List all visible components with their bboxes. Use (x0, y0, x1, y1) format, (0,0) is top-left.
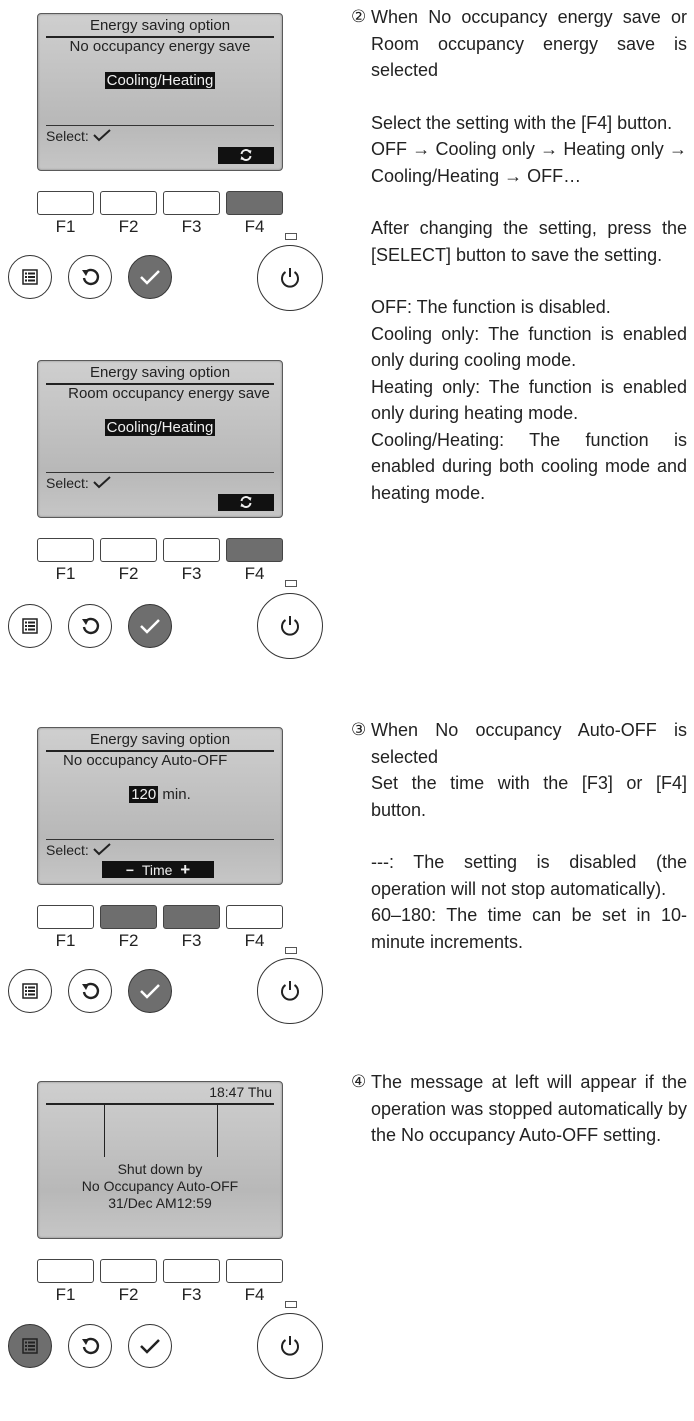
step-heading: When No occupancy energy save or Room occupancy energy save is selected (371, 7, 687, 80)
f4-label: F4 (244, 217, 265, 236)
return-icon (80, 981, 100, 1001)
f1-label: F1 (55, 931, 76, 950)
f4-button[interactable] (226, 905, 283, 929)
screen-value (38, 72, 282, 89)
on-off-button[interactable] (257, 958, 323, 1024)
time-unit: min. (162, 786, 191, 803)
message-line-3: 31/Dec AM12:59 (108, 1195, 212, 1211)
screen-value (38, 419, 282, 436)
screen-value (38, 786, 282, 803)
step-heading: When No occupancy Auto-OFF is selected (371, 720, 687, 767)
minus-icon: − (125, 862, 135, 878)
divider (46, 125, 274, 126)
select-label: Select: (46, 475, 89, 491)
divider (46, 839, 274, 840)
return-icon (80, 267, 100, 287)
return-icon (80, 1336, 100, 1356)
select-label: Select: (46, 128, 89, 144)
f4-function-bar (218, 494, 274, 511)
right-vertical-line (217, 1105, 218, 1157)
lcd-screen (37, 360, 283, 518)
check-icon (139, 983, 161, 999)
menu-list-icon (22, 983, 38, 999)
select-label: Select: (46, 842, 89, 858)
shutdown-message (38, 1161, 282, 1212)
select-button[interactable] (128, 604, 172, 648)
f2-button[interactable] (100, 191, 157, 215)
on-off-button[interactable] (257, 593, 323, 659)
menu-button[interactable] (8, 969, 52, 1013)
instruction: Select the setting with the [F4] button. (371, 112, 673, 133)
f1-button[interactable] (37, 538, 94, 562)
return-button[interactable] (68, 604, 112, 648)
remote-panel-3 (0, 727, 350, 1067)
menu-list-icon (22, 1338, 38, 1354)
select-hint (46, 842, 111, 858)
f3-label: F3 (181, 931, 202, 950)
power-icon (279, 267, 301, 289)
screen-subtitle: Room occupancy energy save (68, 385, 270, 402)
f2-label: F2 (118, 564, 139, 583)
return-button[interactable] (68, 969, 112, 1013)
f3-label: F3 (181, 217, 202, 236)
instruction: Set the time with the [F3] or [F4] button. (371, 773, 687, 820)
return-button[interactable] (68, 255, 112, 299)
selected-value: Cooling/Heating (106, 72, 214, 89)
power-icon (279, 615, 301, 637)
power-led (285, 947, 297, 954)
f1-label: F1 (55, 217, 76, 236)
f4-button[interactable] (226, 538, 283, 562)
function-keys (37, 1259, 283, 1304)
step-number: ④ (351, 1072, 367, 1091)
step-number: ③ (351, 720, 367, 739)
function-keys (37, 905, 283, 950)
remote-panel-2 (0, 360, 350, 700)
power-led (285, 233, 297, 240)
screen-title: Energy saving option (46, 730, 274, 752)
header-divider (46, 1103, 274, 1105)
f3-button[interactable] (163, 191, 220, 215)
menu-button[interactable] (8, 604, 52, 648)
return-button[interactable] (68, 1324, 112, 1368)
time-function-bar (102, 861, 214, 878)
f3-label: F3 (181, 1285, 202, 1304)
selected-value: Cooling/Heating (106, 419, 214, 436)
select-hint (46, 475, 111, 491)
lcd-screen (37, 13, 283, 171)
screen-title: Energy saving option (46, 363, 274, 385)
menu-list-icon (22, 618, 38, 634)
f3-button[interactable] (163, 905, 220, 929)
option-cooling-only: Cooling only: The function is enabled only during cooling mode. (371, 323, 687, 370)
refresh-icon (239, 495, 253, 509)
check-icon (93, 476, 111, 489)
check-icon (139, 618, 161, 634)
option-cooling-heating: Cooling/Heating: The function is enabled during both cooling mode and heating mode. (371, 429, 687, 503)
f1-button[interactable] (37, 1259, 94, 1283)
f4-label: F4 (244, 1285, 265, 1304)
power-icon (279, 1335, 301, 1357)
time-label: Time (141, 862, 173, 878)
left-vertical-line (104, 1105, 105, 1157)
select-hint (46, 128, 111, 144)
screen-subtitle: No occupancy Auto-OFF (63, 752, 228, 769)
plus-icon: + (180, 860, 191, 879)
power-led (285, 1301, 297, 1308)
f2-label: F2 (118, 931, 139, 950)
step-4-description (351, 1069, 687, 1149)
function-keys (37, 538, 283, 583)
refresh-icon (239, 148, 253, 162)
screen-subtitle: No occupancy energy save (69, 38, 251, 55)
f1-label: F1 (55, 1285, 76, 1304)
f2-button[interactable] (100, 905, 157, 929)
check-icon (139, 269, 161, 285)
check-icon (139, 1338, 161, 1354)
remote-panel-4 (0, 1081, 350, 1421)
option-heating-only: Heating only: The function is enabled only during heating mode. (371, 376, 687, 423)
f2-button[interactable] (100, 1259, 157, 1283)
return-icon (80, 616, 100, 636)
function-keys (37, 191, 283, 236)
f3-label: F3 (181, 564, 202, 583)
time-value: 120 (131, 786, 157, 803)
f2-label: F2 (118, 217, 139, 236)
select-button[interactable] (128, 1324, 172, 1368)
f3-button[interactable] (163, 1259, 220, 1283)
f1-button[interactable] (37, 905, 94, 929)
power-icon (279, 980, 301, 1002)
sequence: OFF → Cooling only → Heating only → Cooling/Heating → OFF… (371, 139, 687, 186)
on-off-button[interactable] (257, 1313, 323, 1379)
step-number: ② (351, 7, 367, 26)
message-line-1: Shut down by (117, 1161, 203, 1177)
screen-title: Energy saving option (46, 16, 274, 38)
f3-button[interactable] (163, 538, 220, 562)
f4-button[interactable] (226, 191, 283, 215)
option-disabled: ---: The setting is disabled (the operation will not stop automatically). (371, 852, 687, 899)
f4-function-bar (218, 147, 274, 164)
power-led (285, 580, 297, 587)
check-icon (93, 129, 111, 142)
option-range: 60–180: The time can be set in 10-minute increments. (371, 905, 687, 952)
option-off: OFF: The function is disabled. (371, 297, 611, 317)
divider (46, 472, 274, 473)
screen-clock: 18:47 Thu (209, 1084, 272, 1100)
f4-button[interactable] (226, 1259, 283, 1283)
menu-list-icon (22, 269, 38, 285)
lcd-screen (37, 727, 283, 885)
menu-button[interactable] (8, 255, 52, 299)
step-3-description (351, 717, 687, 955)
f2-label: F2 (118, 1285, 139, 1304)
menu-button[interactable] (8, 1324, 52, 1368)
f1-button[interactable] (37, 191, 94, 215)
select-button[interactable] (128, 255, 172, 299)
on-off-button[interactable] (257, 245, 323, 311)
f2-button[interactable] (100, 538, 157, 562)
select-button[interactable] (128, 969, 172, 1013)
step-text: The message at left will appear if the operation was stopped automatically by the No occupancy Auto-OFF setting. (371, 1072, 687, 1145)
f4-label: F4 (244, 931, 265, 950)
message-line-2: No Occupancy Auto-OFF (81, 1178, 239, 1194)
f4-label: F4 (244, 564, 265, 583)
step-2-description (351, 4, 687, 506)
check-icon (93, 843, 111, 856)
remote-panel-1 (0, 13, 350, 353)
f1-label: F1 (55, 564, 76, 583)
save-note: After changing the setting, press the [SELECT] button to save the setting. (371, 218, 687, 265)
lcd-screen (37, 1081, 283, 1239)
